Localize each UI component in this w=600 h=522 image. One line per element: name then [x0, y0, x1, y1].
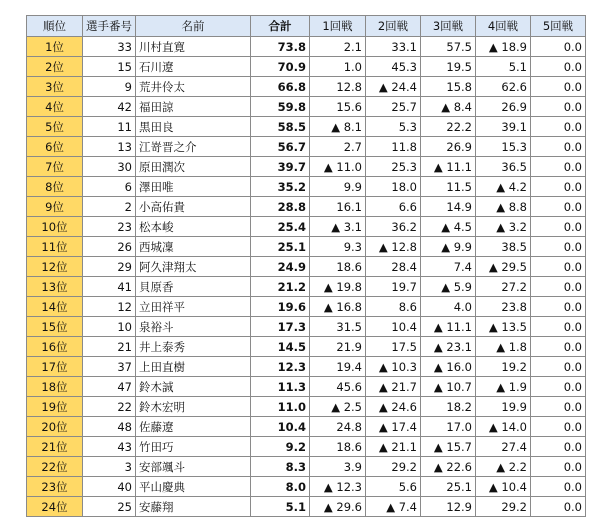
table-row — [27, 257, 586, 277]
name-cell: 福田諒 — [136, 97, 251, 117]
round-4-cell: ▲ 14.0 — [476, 417, 531, 437]
round-3-cell: ▲ 16.0 — [421, 357, 476, 377]
round-4-cell: 15.3 — [476, 137, 531, 157]
header-round-4: 4回戦 — [476, 16, 531, 37]
player-number-cell: 23 — [83, 217, 136, 237]
total-cell: 70.9 — [251, 57, 310, 77]
round-1-cell: ▲ 2.5 — [310, 397, 366, 417]
round-3-cell: 12.9 — [421, 497, 476, 517]
round-2-cell: ▲ 7.4 — [366, 497, 421, 517]
table-row — [27, 377, 586, 397]
table-row — [27, 337, 586, 357]
total-cell: 35.2 — [251, 177, 310, 197]
header-round-3: 3回戦 — [421, 16, 476, 37]
rank-cell: 11位 — [27, 237, 83, 257]
round-1-cell: 24.8 — [310, 417, 366, 437]
table-row — [27, 217, 586, 237]
name-cell: 安部颯斗 — [136, 457, 251, 477]
table-row — [27, 137, 586, 157]
round-1-cell: 9.3 — [310, 237, 366, 257]
round-1-cell: 21.9 — [310, 337, 366, 357]
round-2-cell: 10.4 — [366, 317, 421, 337]
round-2-cell: 28.4 — [366, 257, 421, 277]
total-cell: 25.4 — [251, 217, 310, 237]
round-2-cell: 33.1 — [366, 37, 421, 57]
round-5-cell: 0.0 — [531, 357, 586, 377]
round-3-cell: 19.5 — [421, 57, 476, 77]
round-2-cell: 36.2 — [366, 217, 421, 237]
player-number-cell: 10 — [83, 317, 136, 337]
total-cell: 8.3 — [251, 457, 310, 477]
round-2-cell: ▲ 21.7 — [366, 377, 421, 397]
name-cell: 井上泰秀 — [136, 337, 251, 357]
total-cell: 14.5 — [251, 337, 310, 357]
round-1-cell: 16.1 — [310, 197, 366, 217]
total-cell: 12.3 — [251, 357, 310, 377]
name-cell: 鈴木誠 — [136, 377, 251, 397]
round-3-cell: 15.8 — [421, 77, 476, 97]
table-row — [27, 477, 586, 497]
round-5-cell: 0.0 — [531, 397, 586, 417]
round-1-cell: 18.6 — [310, 257, 366, 277]
table-row — [27, 297, 586, 317]
round-4-cell: ▲ 2.2 — [476, 457, 531, 477]
round-3-cell: 25.1 — [421, 477, 476, 497]
table-body — [27, 37, 586, 517]
player-number-cell: 33 — [83, 37, 136, 57]
round-5-cell: 0.0 — [531, 477, 586, 497]
rank-cell: 20位 — [27, 417, 83, 437]
round-5-cell: 0.0 — [531, 177, 586, 197]
round-5-cell: 0.0 — [531, 157, 586, 177]
name-cell: 荒井伶太 — [136, 77, 251, 97]
round-4-cell: 27.2 — [476, 277, 531, 297]
name-cell: 竹田巧 — [136, 437, 251, 457]
rank-cell: 14位 — [27, 297, 83, 317]
total-cell: 17.3 — [251, 317, 310, 337]
round-5-cell: 0.0 — [531, 457, 586, 477]
table-row — [27, 457, 586, 477]
round-2-cell: 18.0 — [366, 177, 421, 197]
round-3-cell: 26.9 — [421, 137, 476, 157]
round-5-cell: 0.0 — [531, 97, 586, 117]
round-2-cell: ▲ 17.4 — [366, 417, 421, 437]
round-3-cell: 14.9 — [421, 197, 476, 217]
name-cell: 澤田唯 — [136, 177, 251, 197]
round-2-cell: 25.7 — [366, 97, 421, 117]
player-number-cell: 3 — [83, 457, 136, 477]
round-5-cell: 0.0 — [531, 237, 586, 257]
rank-cell: 13位 — [27, 277, 83, 297]
table-row — [27, 397, 586, 417]
player-number-cell: 13 — [83, 137, 136, 157]
round-2-cell: ▲ 10.3 — [366, 357, 421, 377]
round-5-cell: 0.0 — [531, 297, 586, 317]
round-4-cell: ▲ 13.5 — [476, 317, 531, 337]
header-rank: 順位 — [27, 16, 83, 37]
round-5-cell: 0.0 — [531, 337, 586, 357]
table-row — [27, 57, 586, 77]
rank-cell: 15位 — [27, 317, 83, 337]
round-4-cell: 19.2 — [476, 357, 531, 377]
header-player-number: 選手番号 — [83, 16, 136, 37]
round-4-cell: ▲ 1.9 — [476, 377, 531, 397]
player-number-cell: 21 — [83, 337, 136, 357]
header-row — [27, 16, 586, 37]
player-number-cell: 42 — [83, 97, 136, 117]
round-1-cell: 45.6 — [310, 377, 366, 397]
name-cell: 貝原香 — [136, 277, 251, 297]
round-4-cell: 39.1 — [476, 117, 531, 137]
round-5-cell: 0.0 — [531, 277, 586, 297]
round-1-cell: 1.0 — [310, 57, 366, 77]
total-cell: 10.4 — [251, 417, 310, 437]
rank-cell: 19位 — [27, 397, 83, 417]
round-3-cell: 7.4 — [421, 257, 476, 277]
round-4-cell: ▲ 10.4 — [476, 477, 531, 497]
table-row — [27, 357, 586, 377]
player-number-cell: 47 — [83, 377, 136, 397]
round-1-cell: 18.6 — [310, 437, 366, 457]
round-3-cell: ▲ 4.5 — [421, 217, 476, 237]
name-cell: 立田祥平 — [136, 297, 251, 317]
round-2-cell: 19.7 — [366, 277, 421, 297]
name-cell: 江嵜晋之介 — [136, 137, 251, 157]
name-cell: 阿久津翔太 — [136, 257, 251, 277]
total-cell: 9.2 — [251, 437, 310, 457]
round-1-cell: 2.7 — [310, 137, 366, 157]
rank-cell: 23位 — [27, 477, 83, 497]
round-1-cell: 9.9 — [310, 177, 366, 197]
round-4-cell: ▲ 3.2 — [476, 217, 531, 237]
round-2-cell: ▲ 24.6 — [366, 397, 421, 417]
round-5-cell: 0.0 — [531, 117, 586, 137]
round-2-cell: ▲ 12.8 — [366, 237, 421, 257]
total-cell: 28.8 — [251, 197, 310, 217]
round-1-cell: 31.5 — [310, 317, 366, 337]
round-3-cell: ▲ 15.7 — [421, 437, 476, 457]
player-number-cell: 11 — [83, 117, 136, 137]
table-row — [27, 277, 586, 297]
round-1-cell: ▲ 29.6 — [310, 497, 366, 517]
round-2-cell: 5.3 — [366, 117, 421, 137]
round-4-cell: 27.4 — [476, 437, 531, 457]
rank-cell: 9位 — [27, 197, 83, 217]
round-5-cell: 0.0 — [531, 417, 586, 437]
total-cell: 56.7 — [251, 137, 310, 157]
total-cell: 24.9 — [251, 257, 310, 277]
name-cell: 原田潤次 — [136, 157, 251, 177]
round-1-cell: 2.1 — [310, 37, 366, 57]
rank-cell: 4位 — [27, 97, 83, 117]
round-3-cell: ▲ 10.7 — [421, 377, 476, 397]
round-5-cell: 0.0 — [531, 137, 586, 157]
round-4-cell: ▲ 29.5 — [476, 257, 531, 277]
player-number-cell: 25 — [83, 497, 136, 517]
name-cell: 川村直寛 — [136, 37, 251, 57]
table-row — [27, 417, 586, 437]
total-cell: 8.0 — [251, 477, 310, 497]
round-5-cell: 0.0 — [531, 317, 586, 337]
round-4-cell: 29.2 — [476, 497, 531, 517]
player-number-cell: 40 — [83, 477, 136, 497]
name-cell: 鈴木宏明 — [136, 397, 251, 417]
player-number-cell: 30 — [83, 157, 136, 177]
table-row — [27, 77, 586, 97]
round-5-cell: 0.0 — [531, 437, 586, 457]
round-4-cell: ▲ 18.9 — [476, 37, 531, 57]
table-row — [27, 117, 586, 137]
round-1-cell: ▲ 8.1 — [310, 117, 366, 137]
total-cell: 11.3 — [251, 377, 310, 397]
total-cell: 59.8 — [251, 97, 310, 117]
round-5-cell: 0.0 — [531, 497, 586, 517]
total-cell: 73.8 — [251, 37, 310, 57]
round-3-cell: ▲ 23.1 — [421, 337, 476, 357]
name-cell: 上田直樹 — [136, 357, 251, 377]
round-4-cell: ▲ 1.8 — [476, 337, 531, 357]
round-1-cell: ▲ 19.8 — [310, 277, 366, 297]
total-cell: 21.2 — [251, 277, 310, 297]
table-row — [27, 437, 586, 457]
round-5-cell: 0.0 — [531, 37, 586, 57]
name-cell: 平山慶典 — [136, 477, 251, 497]
round-2-cell: 45.3 — [366, 57, 421, 77]
total-cell: 66.8 — [251, 77, 310, 97]
round-1-cell: ▲ 3.1 — [310, 217, 366, 237]
table-row — [27, 497, 586, 517]
round-4-cell: 23.8 — [476, 297, 531, 317]
round-4-cell: 26.9 — [476, 97, 531, 117]
rank-cell: 3位 — [27, 77, 83, 97]
round-2-cell: 6.6 — [366, 197, 421, 217]
round-3-cell: ▲ 22.6 — [421, 457, 476, 477]
player-number-cell: 26 — [83, 237, 136, 257]
name-cell: 石川遼 — [136, 57, 251, 77]
header-round-5: 5回戦 — [531, 16, 586, 37]
header-round-2: 2回戦 — [366, 16, 421, 37]
player-number-cell: 12 — [83, 297, 136, 317]
round-1-cell: ▲ 11.0 — [310, 157, 366, 177]
round-2-cell: 11.8 — [366, 137, 421, 157]
name-cell: 松本峻 — [136, 217, 251, 237]
round-5-cell: 0.0 — [531, 377, 586, 397]
round-5-cell: 0.0 — [531, 77, 586, 97]
round-1-cell: 3.9 — [310, 457, 366, 477]
total-cell: 58.5 — [251, 117, 310, 137]
round-1-cell: ▲ 12.3 — [310, 477, 366, 497]
round-2-cell: 29.2 — [366, 457, 421, 477]
round-5-cell: 0.0 — [531, 257, 586, 277]
standings-table — [26, 15, 586, 517]
round-3-cell: 11.5 — [421, 177, 476, 197]
round-3-cell: 22.2 — [421, 117, 476, 137]
name-cell: 黒田良 — [136, 117, 251, 137]
name-cell: 泉裕斗 — [136, 317, 251, 337]
player-number-cell: 41 — [83, 277, 136, 297]
round-4-cell: 5.1 — [476, 57, 531, 77]
name-cell: 小高佑貴 — [136, 197, 251, 217]
rank-cell: 18位 — [27, 377, 83, 397]
rank-cell: 7位 — [27, 157, 83, 177]
rank-cell: 8位 — [27, 177, 83, 197]
rank-cell: 24位 — [27, 497, 83, 517]
table-row — [27, 317, 586, 337]
round-3-cell: ▲ 9.9 — [421, 237, 476, 257]
round-4-cell: 36.5 — [476, 157, 531, 177]
round-2-cell: 25.3 — [366, 157, 421, 177]
round-3-cell: 57.5 — [421, 37, 476, 57]
table-row — [27, 197, 586, 217]
player-number-cell: 15 — [83, 57, 136, 77]
player-number-cell: 6 — [83, 177, 136, 197]
rank-cell: 12位 — [27, 257, 83, 277]
round-2-cell: 8.6 — [366, 297, 421, 317]
name-cell: 西城凜 — [136, 237, 251, 257]
round-3-cell: ▲ 5.9 — [421, 277, 476, 297]
rank-cell: 10位 — [27, 217, 83, 237]
name-cell: 佐藤遼 — [136, 417, 251, 437]
rank-cell: 5位 — [27, 117, 83, 137]
header-total: 合計 — [251, 16, 310, 37]
round-3-cell: ▲ 11.1 — [421, 317, 476, 337]
round-1-cell: ▲ 16.8 — [310, 297, 366, 317]
rank-cell: 21位 — [27, 437, 83, 457]
round-3-cell: 4.0 — [421, 297, 476, 317]
round-4-cell: 62.6 — [476, 77, 531, 97]
round-1-cell: 12.8 — [310, 77, 366, 97]
round-2-cell: ▲ 21.1 — [366, 437, 421, 457]
player-number-cell: 43 — [83, 437, 136, 457]
rank-cell: 22位 — [27, 457, 83, 477]
round-2-cell: ▲ 24.4 — [366, 77, 421, 97]
round-2-cell: 5.6 — [366, 477, 421, 497]
round-3-cell: ▲ 8.4 — [421, 97, 476, 117]
total-cell: 19.6 — [251, 297, 310, 317]
player-number-cell: 2 — [83, 197, 136, 217]
round-5-cell: 0.0 — [531, 197, 586, 217]
table-row — [27, 237, 586, 257]
round-4-cell: 38.5 — [476, 237, 531, 257]
rank-cell: 6位 — [27, 137, 83, 157]
player-number-cell: 29 — [83, 257, 136, 277]
total-cell: 39.7 — [251, 157, 310, 177]
round-3-cell: 18.2 — [421, 397, 476, 417]
header-round-1: 1回戦 — [310, 16, 366, 37]
round-2-cell: 17.5 — [366, 337, 421, 357]
table-row — [27, 177, 586, 197]
table-row — [27, 97, 586, 117]
header-name: 名前 — [136, 16, 251, 37]
round-3-cell: 17.0 — [421, 417, 476, 437]
total-cell: 25.1 — [251, 237, 310, 257]
round-4-cell: ▲ 8.8 — [476, 197, 531, 217]
total-cell: 5.1 — [251, 497, 310, 517]
round-4-cell: 19.9 — [476, 397, 531, 417]
rank-cell: 16位 — [27, 337, 83, 357]
player-number-cell: 48 — [83, 417, 136, 437]
round-3-cell: ▲ 11.1 — [421, 157, 476, 177]
rank-cell: 1位 — [27, 37, 83, 57]
name-cell: 安藤翔 — [136, 497, 251, 517]
rank-cell: 2位 — [27, 57, 83, 77]
table-row — [27, 157, 586, 177]
player-number-cell: 9 — [83, 77, 136, 97]
rank-cell: 17位 — [27, 357, 83, 377]
round-1-cell: 19.4 — [310, 357, 366, 377]
round-1-cell: 15.6 — [310, 97, 366, 117]
player-number-cell: 37 — [83, 357, 136, 377]
player-number-cell: 22 — [83, 397, 136, 417]
total-cell: 11.0 — [251, 397, 310, 417]
table-row — [27, 37, 586, 57]
standings-table-container — [26, 15, 586, 517]
round-4-cell: ▲ 4.2 — [476, 177, 531, 197]
round-5-cell: 0.0 — [531, 217, 586, 237]
round-5-cell: 0.0 — [531, 57, 586, 77]
